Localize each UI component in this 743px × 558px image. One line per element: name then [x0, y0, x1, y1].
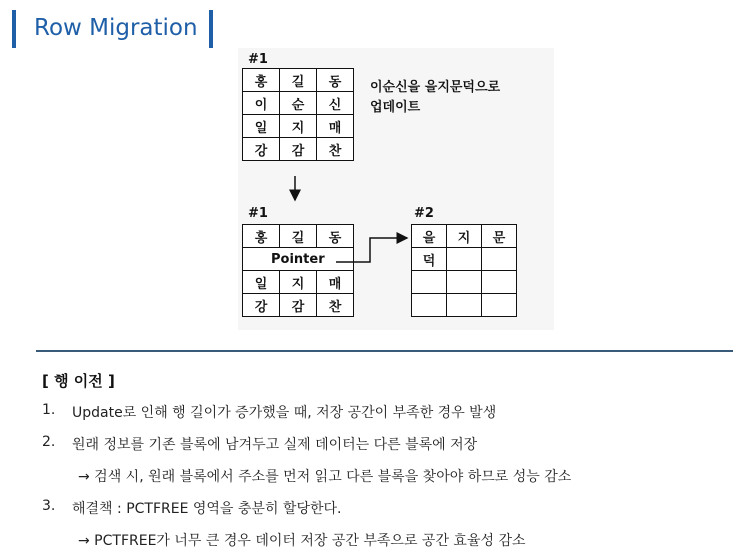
list-item-number: 2. — [42, 434, 56, 450]
arrows — [238, 48, 554, 330]
list-item-text: Update로 인해 행 길이가 증가했을 때, 저장 공간이 부족한 경우 발생 — [72, 405, 497, 421]
row-migration-diagram — [238, 48, 554, 330]
block1b-cell: 매 — [317, 271, 354, 294]
block1-cell: 감 — [280, 138, 317, 161]
update-note-line1: 이순신을 을지문덕으로 — [370, 80, 501, 95]
update-note-line2: 업데이트 — [370, 100, 421, 115]
list-item-text: 원래 정보를 기존 블록에 남겨두고 실제 데이터는 다른 블록에 저장 — [72, 437, 478, 453]
block1b-label: #1 — [248, 206, 268, 221]
title-bar-right — [209, 10, 213, 48]
list-item-number: 3. — [42, 498, 56, 514]
block1-cell: 홍 — [243, 69, 280, 92]
block1-cell: 동 — [317, 69, 354, 92]
block2-label: #2 — [414, 206, 434, 221]
block1-label: #1 — [248, 52, 268, 67]
block2-cell: 을 — [412, 225, 447, 248]
list-item-text: 해결책 : PCTFREE 영역을 충분히 할당한다. — [72, 501, 342, 517]
block1-cell: 일 — [243, 115, 280, 138]
pointer-cell: Pointer — [243, 248, 354, 271]
page-title: Row Migration — [34, 15, 198, 41]
block1b-cell: 지 — [280, 271, 317, 294]
block1b-cell: 길 — [280, 225, 317, 248]
block1b-cell: 강 — [243, 294, 280, 317]
block1b-cell: 홍 — [243, 225, 280, 248]
list-item-text: → PCTFREE가 너무 큰 경우 데이터 저장 공간 부족으로 공간 효율성 감소 — [78, 533, 526, 549]
block1b-cell: 찬 — [317, 294, 354, 317]
section-title: [ 행 이전 ] — [42, 372, 115, 390]
block2-cell: 덕 — [412, 248, 447, 271]
block1-cell: 강 — [243, 138, 280, 161]
section-divider — [36, 350, 733, 352]
block1-cell: 찬 — [317, 138, 354, 161]
block1-cell: 신 — [317, 92, 354, 115]
block1-cell: 매 — [317, 115, 354, 138]
block1-cell: 이 — [243, 92, 280, 115]
block1-cell: 지 — [280, 115, 317, 138]
list-item-text: → 검색 시, 원래 블록에서 주소를 먼저 읽고 다른 블록을 찾아야 하므로 성능 감소 — [78, 469, 572, 485]
block1-cell: 길 — [280, 69, 317, 92]
block1b-cell: 감 — [280, 294, 317, 317]
pointer-arrow — [336, 238, 407, 262]
block1-cell: 순 — [280, 92, 317, 115]
title-bar-left — [12, 10, 16, 48]
list-item-number: 1. — [42, 402, 56, 418]
block2-cell: 문 — [482, 225, 517, 248]
block1b-cell: 일 — [243, 271, 280, 294]
block2-cell: 지 — [447, 225, 482, 248]
block1b-cell: 동 — [317, 225, 354, 248]
